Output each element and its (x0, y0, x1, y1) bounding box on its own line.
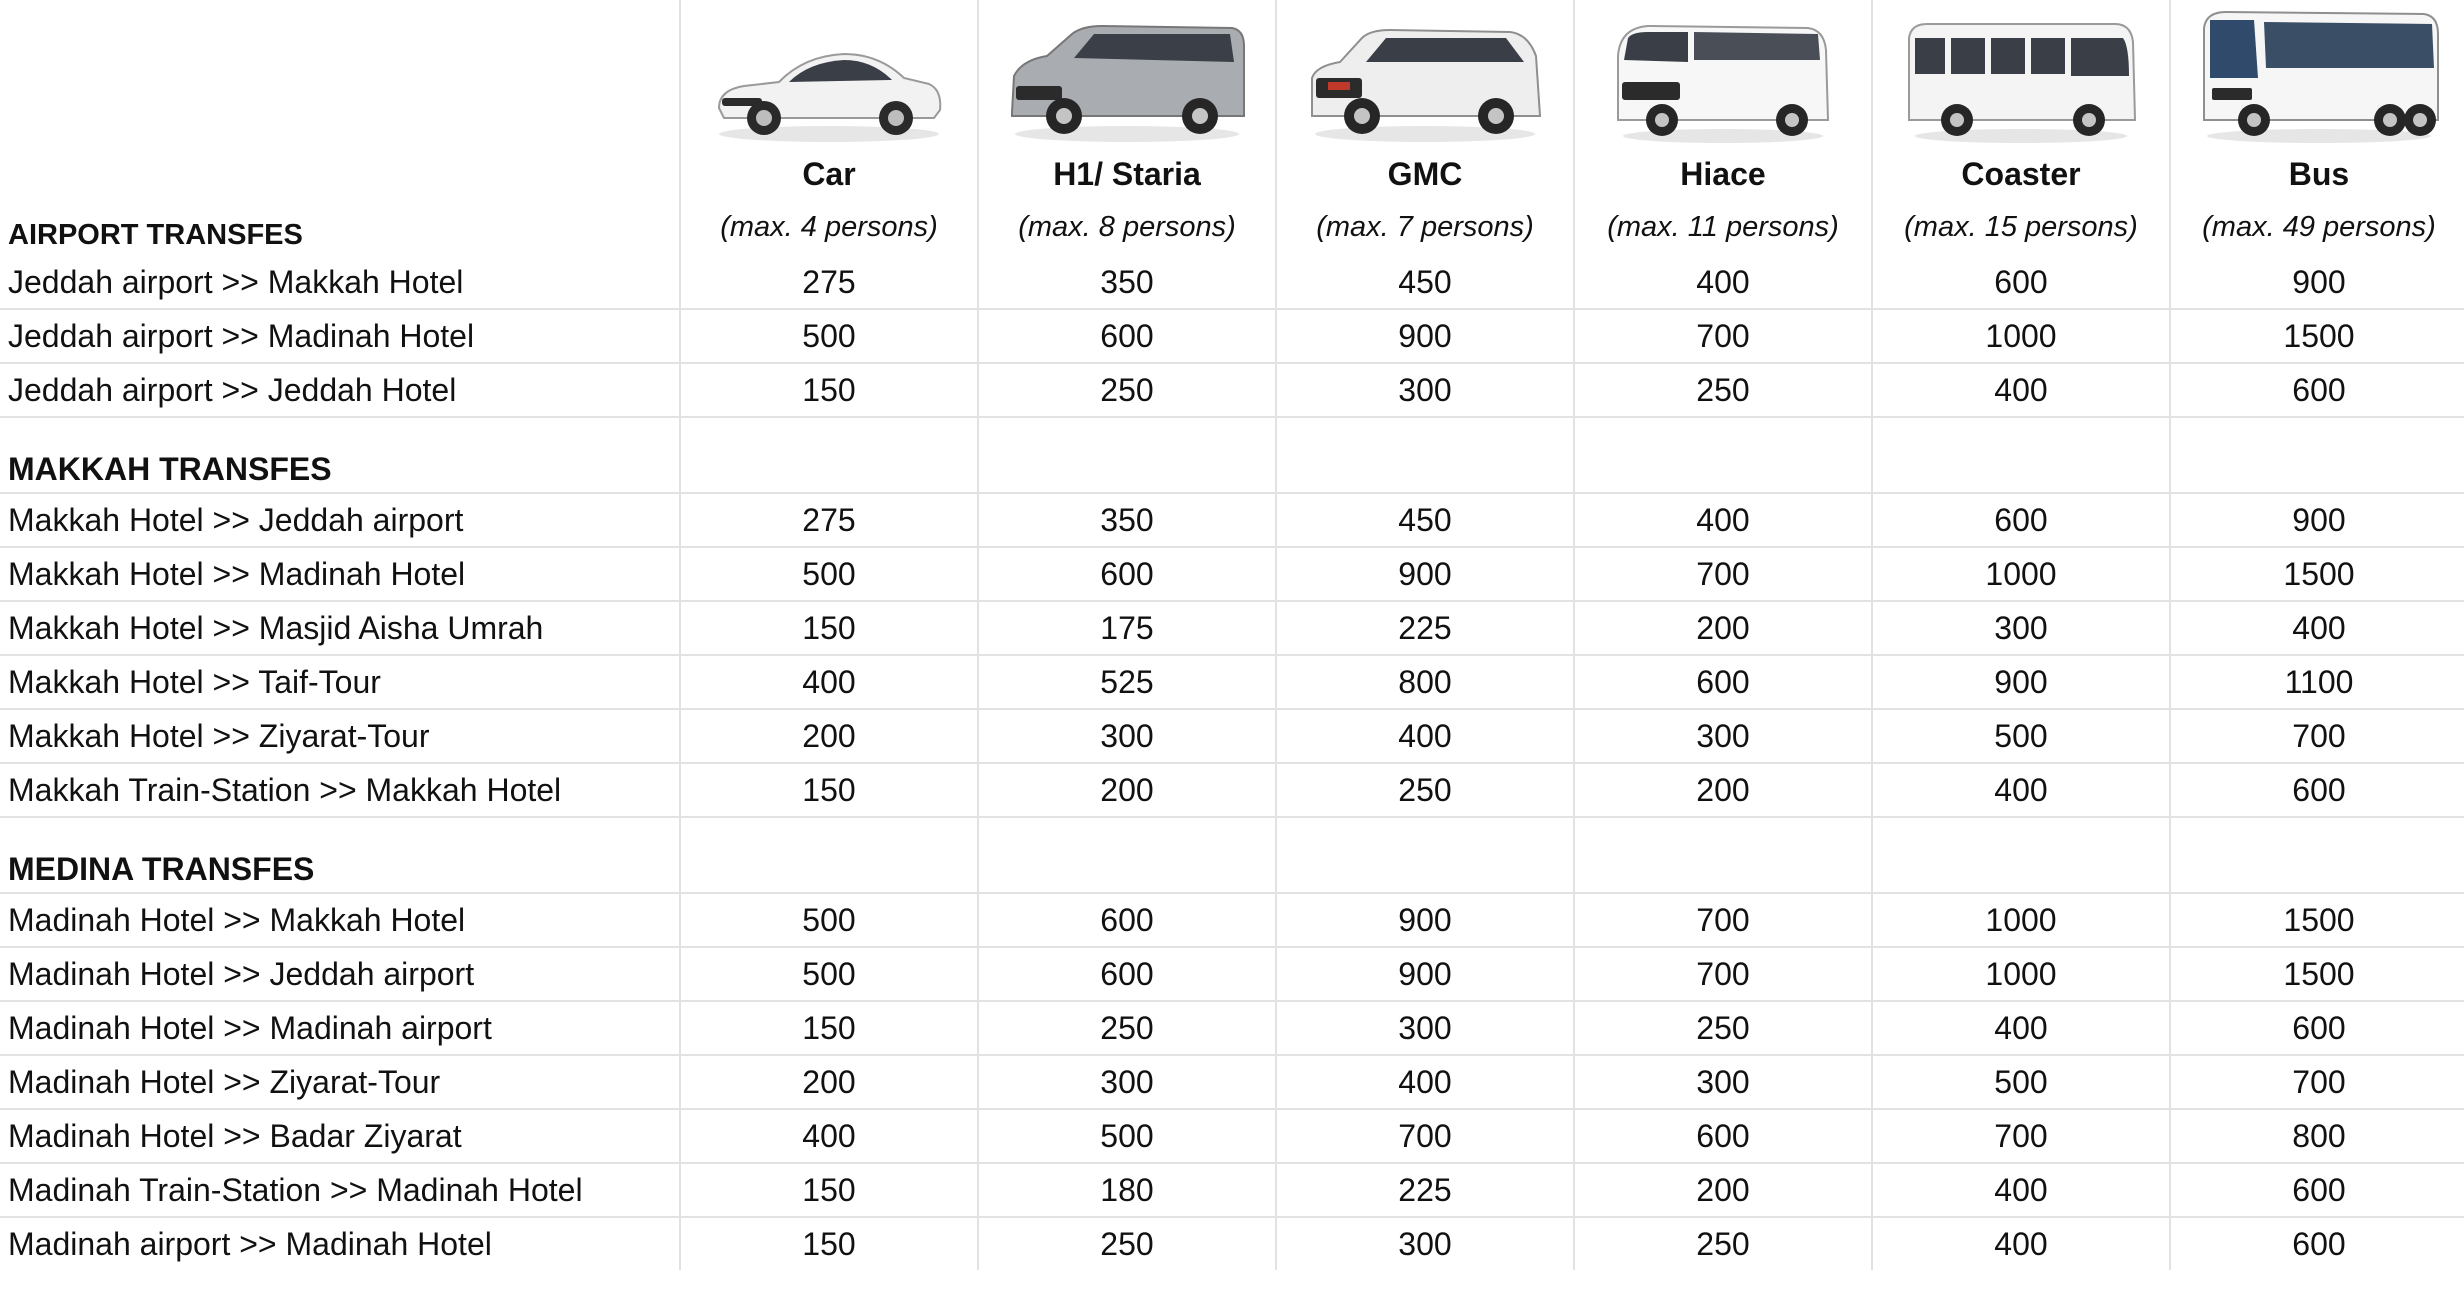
price-cell: 600 (1872, 256, 2170, 309)
price-cell: 450 (1276, 256, 1574, 309)
price-cell: 500 (680, 893, 978, 947)
price-cell: 250 (978, 363, 1276, 417)
van-icon (1608, 16, 1838, 146)
price-cell: 400 (1872, 763, 2170, 817)
price-cell: 300 (1574, 1055, 1872, 1109)
price-cell: 600 (2170, 1217, 2464, 1270)
price-cell: 400 (1574, 493, 1872, 547)
price-cell: 200 (1574, 601, 1872, 655)
table-row (0, 547, 2464, 601)
vehicle-capacity-row (0, 198, 2464, 256)
empty-cell (1276, 817, 1574, 893)
price-cell: 350 (978, 256, 1276, 309)
route-label: Madinah Train-Station >> Madinah Hotel (0, 1163, 680, 1217)
empty-cell (680, 817, 978, 893)
vehicle-image-cell (2170, 0, 2464, 150)
vehicle-image-cell (1872, 0, 2170, 150)
price-cell: 180 (978, 1163, 1276, 1217)
price-cell: 700 (2170, 1055, 2464, 1109)
route-label: Madinah Hotel >> Makkah Hotel (0, 893, 680, 947)
vehicle-image-cell (1276, 0, 1574, 150)
price-cell: 700 (1574, 947, 1872, 1001)
price-cell: 700 (1872, 1109, 2170, 1163)
price-cell: 800 (2170, 1109, 2464, 1163)
price-cell: 400 (1872, 1217, 2170, 1270)
table-row (0, 893, 2464, 947)
price-cell: 1000 (1872, 547, 2170, 601)
price-cell: 700 (1574, 547, 1872, 601)
route-label: Makkah Train-Station >> Makkah Hotel (0, 763, 680, 817)
price-cell: 600 (978, 947, 1276, 1001)
section-header-row (0, 817, 2464, 893)
price-cell: 400 (1872, 1163, 2170, 1217)
price-cell: 700 (2170, 709, 2464, 763)
price-cell: 900 (2170, 493, 2464, 547)
vehicle-name-row (0, 150, 2464, 198)
vehicle-image-row (0, 0, 2464, 150)
vehicle-name: GMC (1276, 150, 1574, 198)
sedan-car-icon (704, 26, 954, 146)
empty-cell (2170, 417, 2464, 493)
table-row (0, 655, 2464, 709)
vehicle-capacity: (max. 49 persons) (2170, 198, 2464, 256)
empty-cell (0, 150, 680, 198)
price-cell: 200 (978, 763, 1276, 817)
price-cell: 450 (1276, 493, 1574, 547)
route-label: Makkah Hotel >> Ziyarat-Tour (0, 709, 680, 763)
price-cell: 250 (1574, 1217, 1872, 1270)
price-cell: 250 (1276, 763, 1574, 817)
minivan-icon (1002, 16, 1252, 146)
price-cell: 400 (1872, 1001, 2170, 1055)
price-cell: 400 (1574, 256, 1872, 309)
price-cell: 800 (1276, 655, 1574, 709)
section-title: MEDINA TRANSFES (0, 817, 680, 893)
price-cell: 500 (680, 547, 978, 601)
price-cell: 200 (1574, 1163, 1872, 1217)
route-label: Madinah Hotel >> Jeddah airport (0, 947, 680, 1001)
table-row (0, 493, 2464, 547)
price-cell: 275 (680, 493, 978, 547)
price-cell: 500 (680, 309, 978, 363)
price-cell: 600 (978, 893, 1276, 947)
vehicle-name: Coaster (1872, 150, 2170, 198)
price-cell: 400 (680, 655, 978, 709)
price-cell: 1000 (1872, 893, 2170, 947)
price-cell: 400 (1276, 1055, 1574, 1109)
table-row (0, 1163, 2464, 1217)
price-cell: 600 (2170, 1001, 2464, 1055)
vehicle-capacity: (max. 4 persons) (680, 198, 978, 256)
price-cell: 900 (1276, 947, 1574, 1001)
price-cell: 250 (978, 1217, 1276, 1270)
price-cell: 600 (2170, 363, 2464, 417)
route-label: Makkah Hotel >> Jeddah airport (0, 493, 680, 547)
price-cell: 1500 (2170, 309, 2464, 363)
price-cell: 1000 (1872, 309, 2170, 363)
price-cell: 400 (680, 1109, 978, 1163)
vehicle-name: Hiace (1574, 150, 1872, 198)
price-cell: 150 (680, 1163, 978, 1217)
price-cell: 350 (978, 493, 1276, 547)
route-label: Madinah Hotel >> Badar Ziyarat (0, 1109, 680, 1163)
price-cell: 250 (1574, 1001, 1872, 1055)
price-cell: 1500 (2170, 893, 2464, 947)
price-cell: 225 (1276, 1163, 1574, 1217)
price-cell: 200 (680, 709, 978, 763)
price-cell: 300 (1872, 601, 2170, 655)
empty-cell (2170, 817, 2464, 893)
section-title: MAKKAH TRANSFES (0, 417, 680, 493)
vehicle-name: Bus (2170, 150, 2464, 198)
vehicle-capacity: (max. 7 persons) (1276, 198, 1574, 256)
empty-cell (978, 417, 1276, 493)
table-row (0, 709, 2464, 763)
section-title: AIRPORT TRANSFES (0, 198, 680, 256)
table-row (0, 601, 2464, 655)
price-cell: 1500 (2170, 947, 2464, 1001)
price-cell: 400 (2170, 601, 2464, 655)
price-cell: 600 (978, 547, 1276, 601)
price-cell: 250 (978, 1001, 1276, 1055)
section-header-row (0, 417, 2464, 493)
table-row (0, 1001, 2464, 1055)
price-cell: 1100 (2170, 655, 2464, 709)
vehicle-capacity: (max. 11 persons) (1574, 198, 1872, 256)
price-cell: 600 (2170, 763, 2464, 817)
price-cell: 600 (1574, 1109, 1872, 1163)
table-row (0, 1109, 2464, 1163)
coach-bus-icon (2194, 8, 2444, 146)
route-label: Makkah Hotel >> Taif-Tour (0, 655, 680, 709)
table-row (0, 256, 2464, 309)
price-cell: 300 (1276, 363, 1574, 417)
price-cell: 500 (680, 947, 978, 1001)
empty-cell (1574, 417, 1872, 493)
empty-cell (1872, 817, 2170, 893)
price-cell: 500 (1872, 709, 2170, 763)
empty-cell (1574, 817, 1872, 893)
price-cell: 150 (680, 1001, 978, 1055)
price-cell: 150 (680, 363, 978, 417)
price-cell: 1000 (1872, 947, 2170, 1001)
price-cell: 300 (978, 709, 1276, 763)
price-cell: 700 (1276, 1109, 1574, 1163)
price-cell: 600 (1872, 493, 2170, 547)
price-cell: 500 (978, 1109, 1276, 1163)
price-cell: 525 (978, 655, 1276, 709)
vehicle-image-cell (978, 0, 1276, 150)
corner-cell (0, 0, 680, 150)
table-row (0, 1055, 2464, 1109)
price-cell: 900 (1276, 309, 1574, 363)
vehicle-name: H1/ Staria (978, 150, 1276, 198)
vehicle-capacity: (max. 15 persons) (1872, 198, 2170, 256)
table-row (0, 1217, 2464, 1270)
price-cell: 150 (680, 601, 978, 655)
price-cell: 250 (1574, 363, 1872, 417)
route-label: Madinah airport >> Madinah Hotel (0, 1217, 680, 1270)
price-cell: 1500 (2170, 547, 2464, 601)
price-cell: 500 (1872, 1055, 2170, 1109)
empty-cell (1276, 417, 1574, 493)
table-row (0, 947, 2464, 1001)
price-cell: 175 (978, 601, 1276, 655)
vehicle-image-cell (1574, 0, 1872, 150)
price-cell: 225 (1276, 601, 1574, 655)
price-cell: 900 (1872, 655, 2170, 709)
price-cell: 200 (680, 1055, 978, 1109)
price-cell: 300 (978, 1055, 1276, 1109)
price-cell: 200 (1574, 763, 1872, 817)
price-cell: 275 (680, 256, 978, 309)
price-cell: 900 (1276, 547, 1574, 601)
vehicle-image-cell (680, 0, 978, 150)
route-label: Jeddah airport >> Jeddah Hotel (0, 363, 680, 417)
vehicle-name: Car (680, 150, 978, 198)
minibus-icon (1901, 16, 2141, 146)
price-cell: 900 (1276, 893, 1574, 947)
price-cell: 400 (1872, 363, 2170, 417)
route-label: Madinah Hotel >> Ziyarat-Tour (0, 1055, 680, 1109)
price-cell: 700 (1574, 893, 1872, 947)
vehicle-capacity: (max. 8 persons) (978, 198, 1276, 256)
price-cell: 300 (1276, 1001, 1574, 1055)
price-cell: 700 (1574, 309, 1872, 363)
route-label: Jeddah airport >> Madinah Hotel (0, 309, 680, 363)
price-cell: 600 (1574, 655, 1872, 709)
route-label: Makkah Hotel >> Madinah Hotel (0, 547, 680, 601)
price-cell: 600 (978, 309, 1276, 363)
price-cell: 300 (1574, 709, 1872, 763)
suv-icon (1300, 16, 1550, 146)
price-cell: 400 (1276, 709, 1574, 763)
empty-cell (680, 417, 978, 493)
price-cell: 300 (1276, 1217, 1574, 1270)
price-cell: 900 (2170, 256, 2464, 309)
price-cell: 150 (680, 763, 978, 817)
route-label: Makkah Hotel >> Masjid Aisha Umrah (0, 601, 680, 655)
table-row (0, 309, 2464, 363)
price-cell: 600 (2170, 1163, 2464, 1217)
table-row (0, 763, 2464, 817)
price-cell: 150 (680, 1217, 978, 1270)
table-row (0, 363, 2464, 417)
route-label: Jeddah airport >> Makkah Hotel (0, 256, 680, 309)
empty-cell (1872, 417, 2170, 493)
route-label: Madinah Hotel >> Madinah airport (0, 1001, 680, 1055)
empty-cell (978, 817, 1276, 893)
